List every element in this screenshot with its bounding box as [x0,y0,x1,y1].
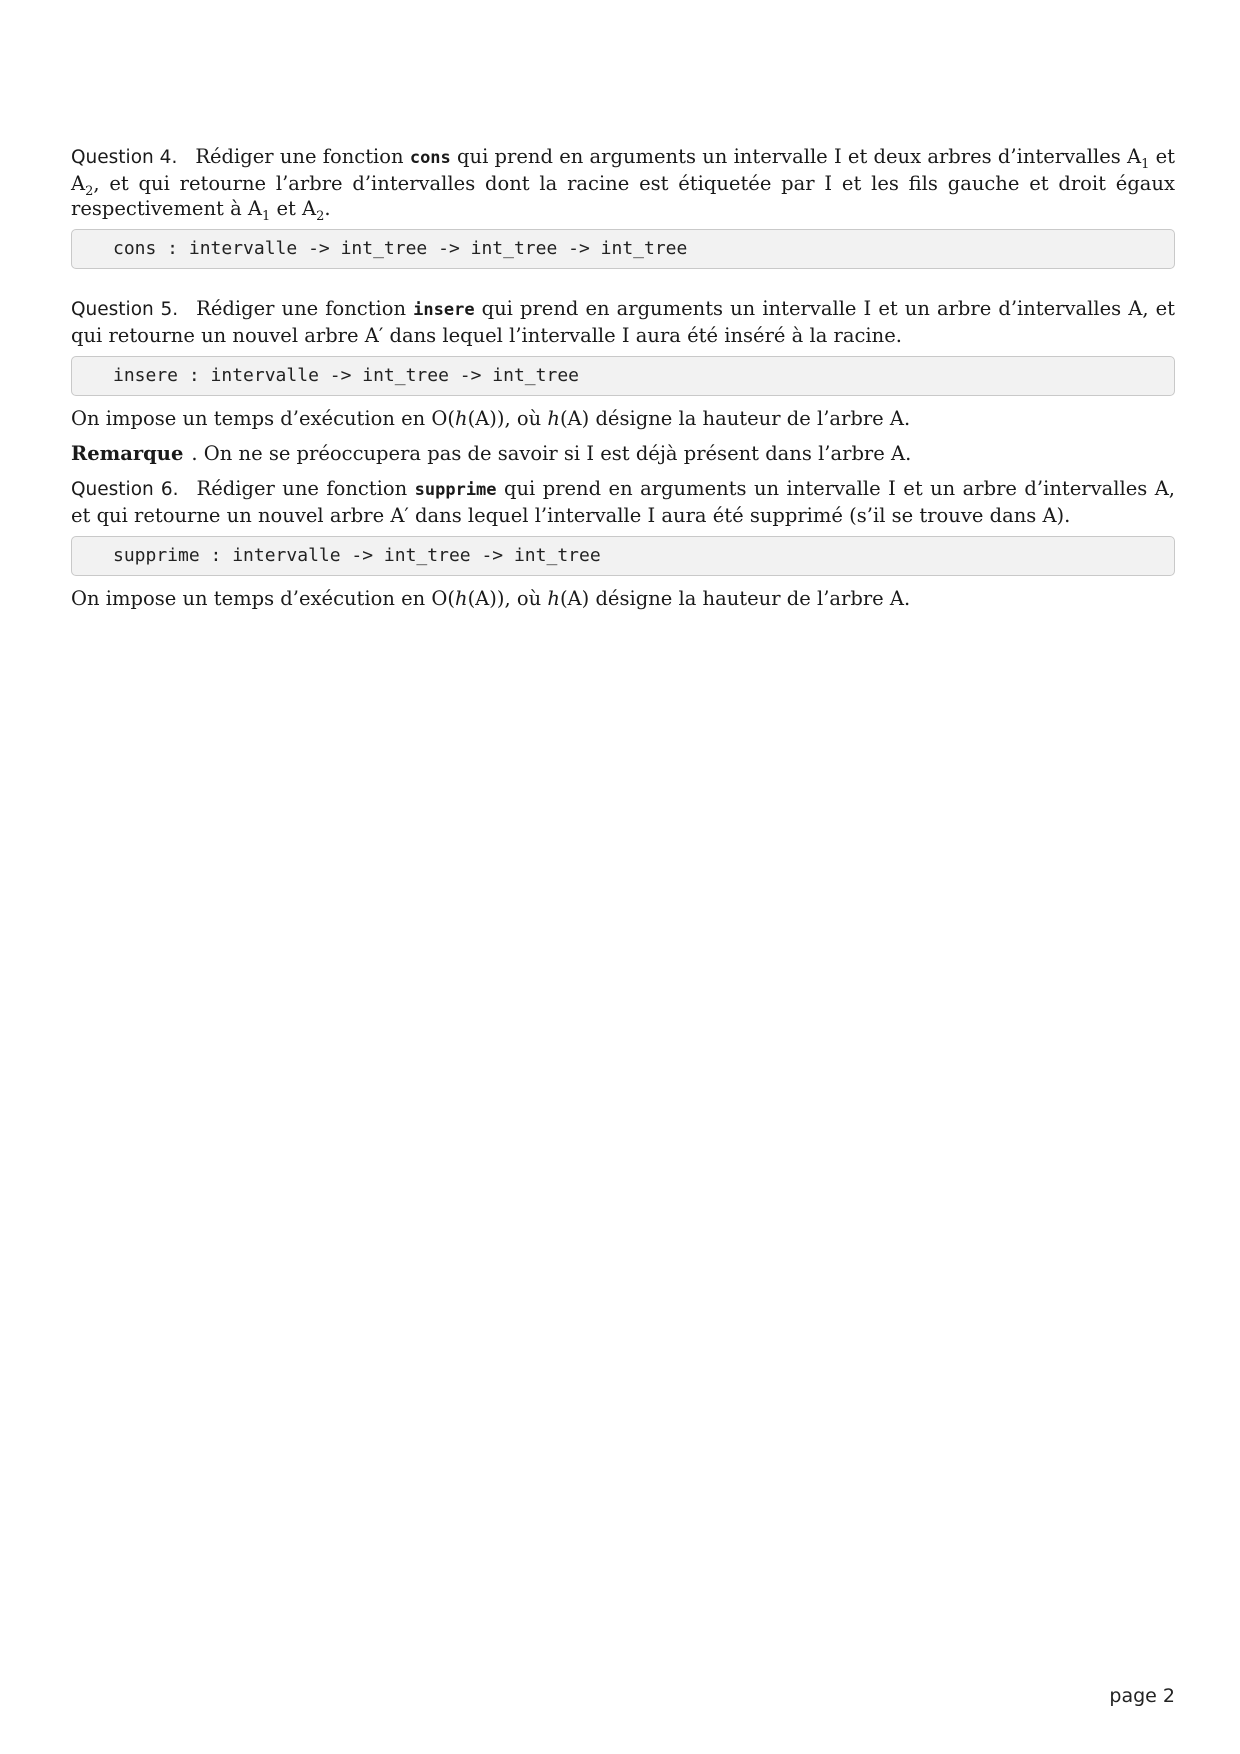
document-page [71,144,1175,611]
question-4 [71,144,1175,224]
question-5-label: Question 5. [71,299,179,320]
remark-text: . On ne se préoccupera pas de savoir si I est déjà présent dans l’arbre A. [191,442,912,465]
q4-text-3: et A [71,145,1175,195]
q6-text-2: qui prend en arguments un intervalle I et un arbre d’intervalles A, et qui retourne un nouvel arbre A′ dans lequel l’intervalle I aura été supprimé (s’il se trouve dans A). [71,477,1175,527]
q5-code-signature: insere : intervalle -> int_tree -> int_tree [71,356,1175,396]
q5-complexity-h: h [455,407,468,430]
q6-complexity-h2: h [547,587,560,610]
q4-text-2: qui prend en arguments un intervalle I et deux arbres d’intervalles A [457,145,1142,168]
question-6 [71,476,1175,528]
q6-code-signature: supprime : intervalle -> int_tree -> int_tree [71,536,1175,576]
q6-complexity-c: (A) désigne la hauteur de l’arbre A. [559,587,911,610]
q5-complexity-b: (A)), où [467,407,548,430]
q5-function-name: insere [413,300,475,320]
remark-label: Remarque [71,442,184,465]
q4-text-4: , et qui retourne l’arbre d’intervalles dont la racine est étiquetée par I et les fils gauche et droit égaux respectivement à A [71,172,1175,220]
q4-sub-1: 1 [1141,156,1150,172]
q5-text-1: Rédiger une fonction [196,297,407,320]
q4-text-1: Rédiger une fonction [195,145,404,168]
q5-complexity [71,406,1175,431]
q6-text-1: Rédiger une fonction [196,477,408,500]
q6-complexity-b: (A)), où [467,587,548,610]
q4-function-name: cons [409,148,451,168]
q4-text-6: . [324,197,331,220]
q4-sub-3: 1 [261,208,271,224]
q4-sub-2: 2 [85,183,94,199]
q5-remark [71,441,1175,466]
q5-complexity-a: On impose un temps d’exécution en O( [71,407,456,430]
q4-sub-4: 2 [316,208,325,224]
q6-complexity [71,586,1175,611]
question-4-label: Question 4. [71,147,178,168]
page-number: page 2 [1109,1685,1175,1707]
q4-code-signature: cons : intervalle -> int_tree -> int_tree -> int_tree [71,229,1175,269]
question-5 [71,296,1175,348]
q6-complexity-a: On impose un temps d’exécution en O( [71,587,456,610]
q6-complexity-h: h [455,587,468,610]
q6-function-name: supprime [414,480,497,500]
q4-text-5: et A [270,197,317,220]
q5-complexity-c: (A) désigne la hauteur de l’arbre A. [559,407,911,430]
q5-complexity-h2: h [547,407,560,430]
question-6-label: Question 6. [71,479,179,500]
q5-text-2: qui prend en arguments un intervalle I et un arbre d’intervalles A, et qui retourne un nouvel arbre A′ dans lequel l’intervalle I aura été inséré à la racine. [71,297,1175,347]
